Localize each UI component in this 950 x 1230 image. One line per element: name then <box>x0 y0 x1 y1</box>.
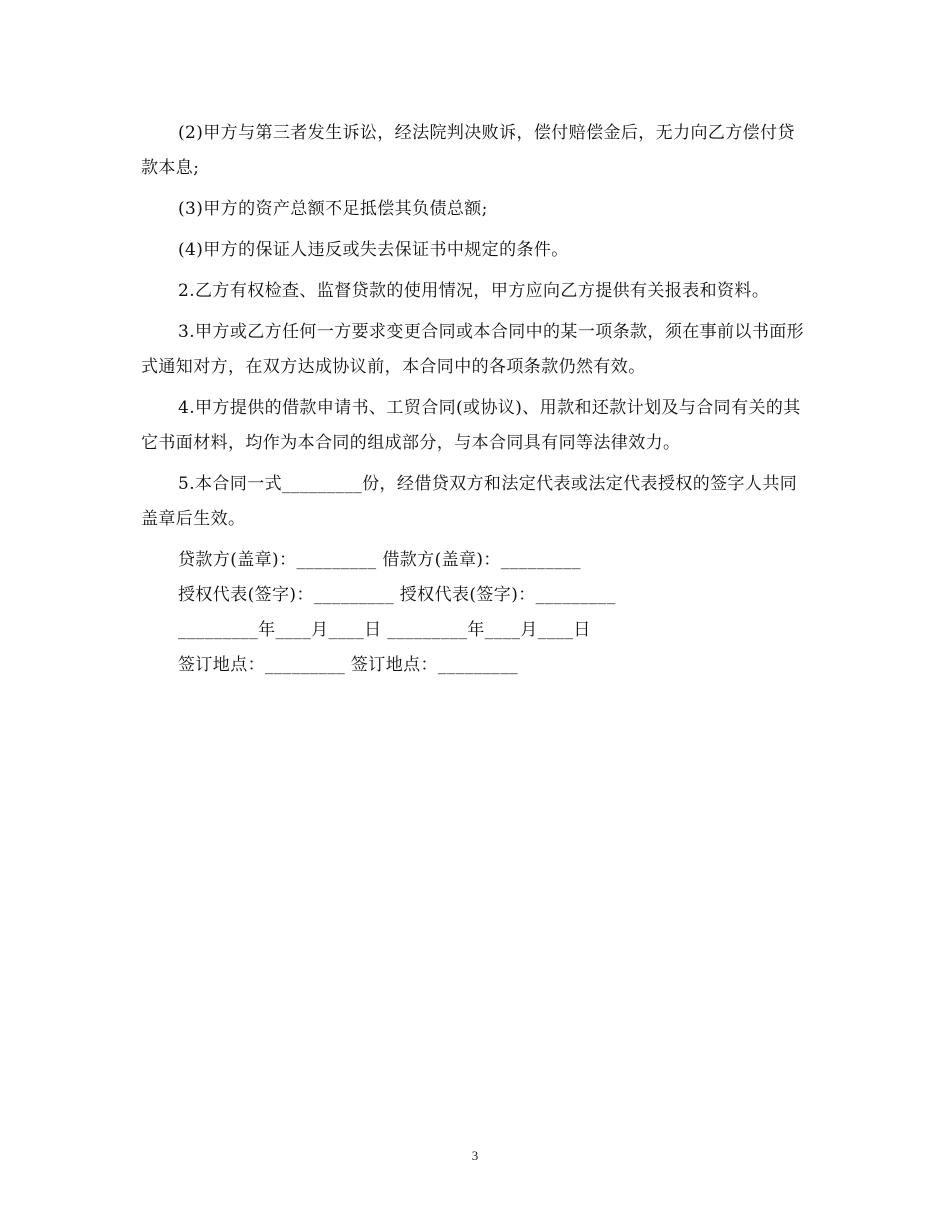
signature-seal-line: 贷款方(盖章)：_________ 借款方(盖章)：_________ <box>178 550 581 570</box>
contract-body <box>141 116 805 683</box>
clause-item-4: (4)甲方的保证人违反或失去保证书中规定的条件。 <box>178 240 569 260</box>
signature-representative-line: 授权代表(签字)：_________ 授权代表(签字)：_________ <box>178 585 616 605</box>
clause-inspection-rights: 2.乙方有权检查、监督贷款的使用情况，甲方应向乙方提供有关报表和资料。 <box>178 281 770 301</box>
clause-item-2: (2)甲方与第三者发生诉讼，经法院判决败诉，偿付赔偿金后，无力向乙方偿付贷款本息; <box>141 123 795 178</box>
page-number: 3 <box>471 1148 479 1163</box>
clause-item-3: (3)甲方的资产总额不足抵偿其负债总额; <box>178 199 488 219</box>
signature-location-line: 签订地点：_________ 签订地点：_________ <box>178 655 519 675</box>
clause-copies-effective: 5.本合同一式_________份，经借贷双方和法定代表或法定代表授权的签字人共同盖章后生效。 <box>141 474 798 529</box>
signature-date-line: _________年____月____日 _________年____月____日 <box>178 620 591 640</box>
clause-contract-change: 3.甲方或乙方任何一方要求变更合同或本合同中的某一项条款，须在事前以书面形式通知对方，在双方达成协议前，本合同中的各项条款仍然有效。 <box>141 322 805 377</box>
clause-supporting-documents: 4.甲方提供的借款申请书、工贸合同(或协议)、用款和还款计划及与合同有关的其它书面材料，均作为本合同的组成部分，与本合同具有同等法律效力。 <box>141 398 801 453</box>
